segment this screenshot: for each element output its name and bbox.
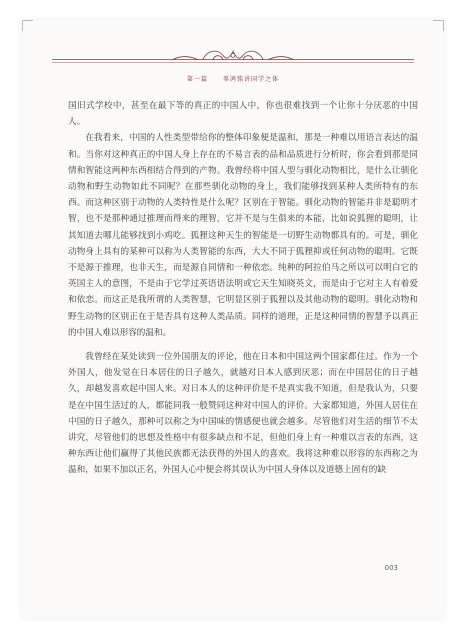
book-page (22, 20, 444, 618)
paragraph: 国旧式学校中，甚至在最下等的真正的中国人中，你也很难找到一个让你十分厌恶的中国人。 (68, 101, 418, 128)
running-head (22, 74, 444, 83)
page-number: 003 (384, 564, 398, 572)
paragraph: 在我看来，中国的人性类型带给你的整体印象便是温和，那是一种难以用语言表达的温和。当你对这种真正的中国人身上存在的不易言表的品和品质进行分析时，你会看到那是同情和智能这两种东西相结合得到的产物。我曾经将中国人型与驯化动物相比，是什么让驯化动物和野生动物如此不同呢？在那些驯化动物的身上，我们能够找到某种人类所特有的东西。而这种区别于动物的人类特性是什么呢？区别在于智能。驯化动物的智能并非是聪明才智，也不是那种通过推理而得来的理智，它并不是与生俱来的本能，比如说狐狸的聪明，让其知道去哪儿能够找到小鸡吃。狐狸这种天生的智能是一切野生动物都具有的。可是，驯化动物身上具有的某种可以称为人类智能的东西，大大不同于狐狸抑或任何动物的聪明。它既不是源于推理，也非天生，而是源自同情和一种依恋。纯种的阿拉伯马之所以可以明白它的英国主人的意图，不是由于它学过英语语法明或它天生知晓英文，而是由于它对主人有着爱和依恋。而这正是我所谓的人类智慧，它明显区别于狐狸以及其他动物的聪明。驯化动物和野生动物的区别正在于是否具有这种人类品质。同样的道理，正是这种同情的智慧予以真正的中国人难以形容的温和。 (68, 133, 418, 338)
chapter-label: 第一篇 (187, 76, 209, 83)
body-text (68, 98, 418, 479)
paragraph: 我曾经在某处读到一位外国朋友的评论，他在日本和中国这两个国家都住过。作为一个外国人，他发觉在日本居住的日子越久，就越对日本人感到厌恶；而在中国居住的日子越久，却越发喜欢起中国人来。对日本人的这种评价是不是真实我不知道，但是我认为，只要是在中国生活过的人，都能同我一般赞同这种对中国人的评价。大家都知道，外国人居住在中国的日子越久，那种可以称之为中国味的情感便也就会越多。尽管他们对生活的细节不太讲究，尽管他们的思想及性格中有很多缺点和不足，但他们身上有一种难以言表的东西，这种东西让他们赢得了其他民族都无法获得的外国人的喜欢。我将这种难以形容的东西称之为温和，如果不加以正名，外国人心中便会将其误认为中国人身体以及道德上固有的缺 (68, 352, 418, 476)
crop-mark-right (433, 20, 444, 31)
crop-mark-left (22, 20, 33, 31)
book-title: 辜鸿铭讲国学之体 (222, 76, 279, 83)
ornament-header-decoration (52, 45, 414, 70)
